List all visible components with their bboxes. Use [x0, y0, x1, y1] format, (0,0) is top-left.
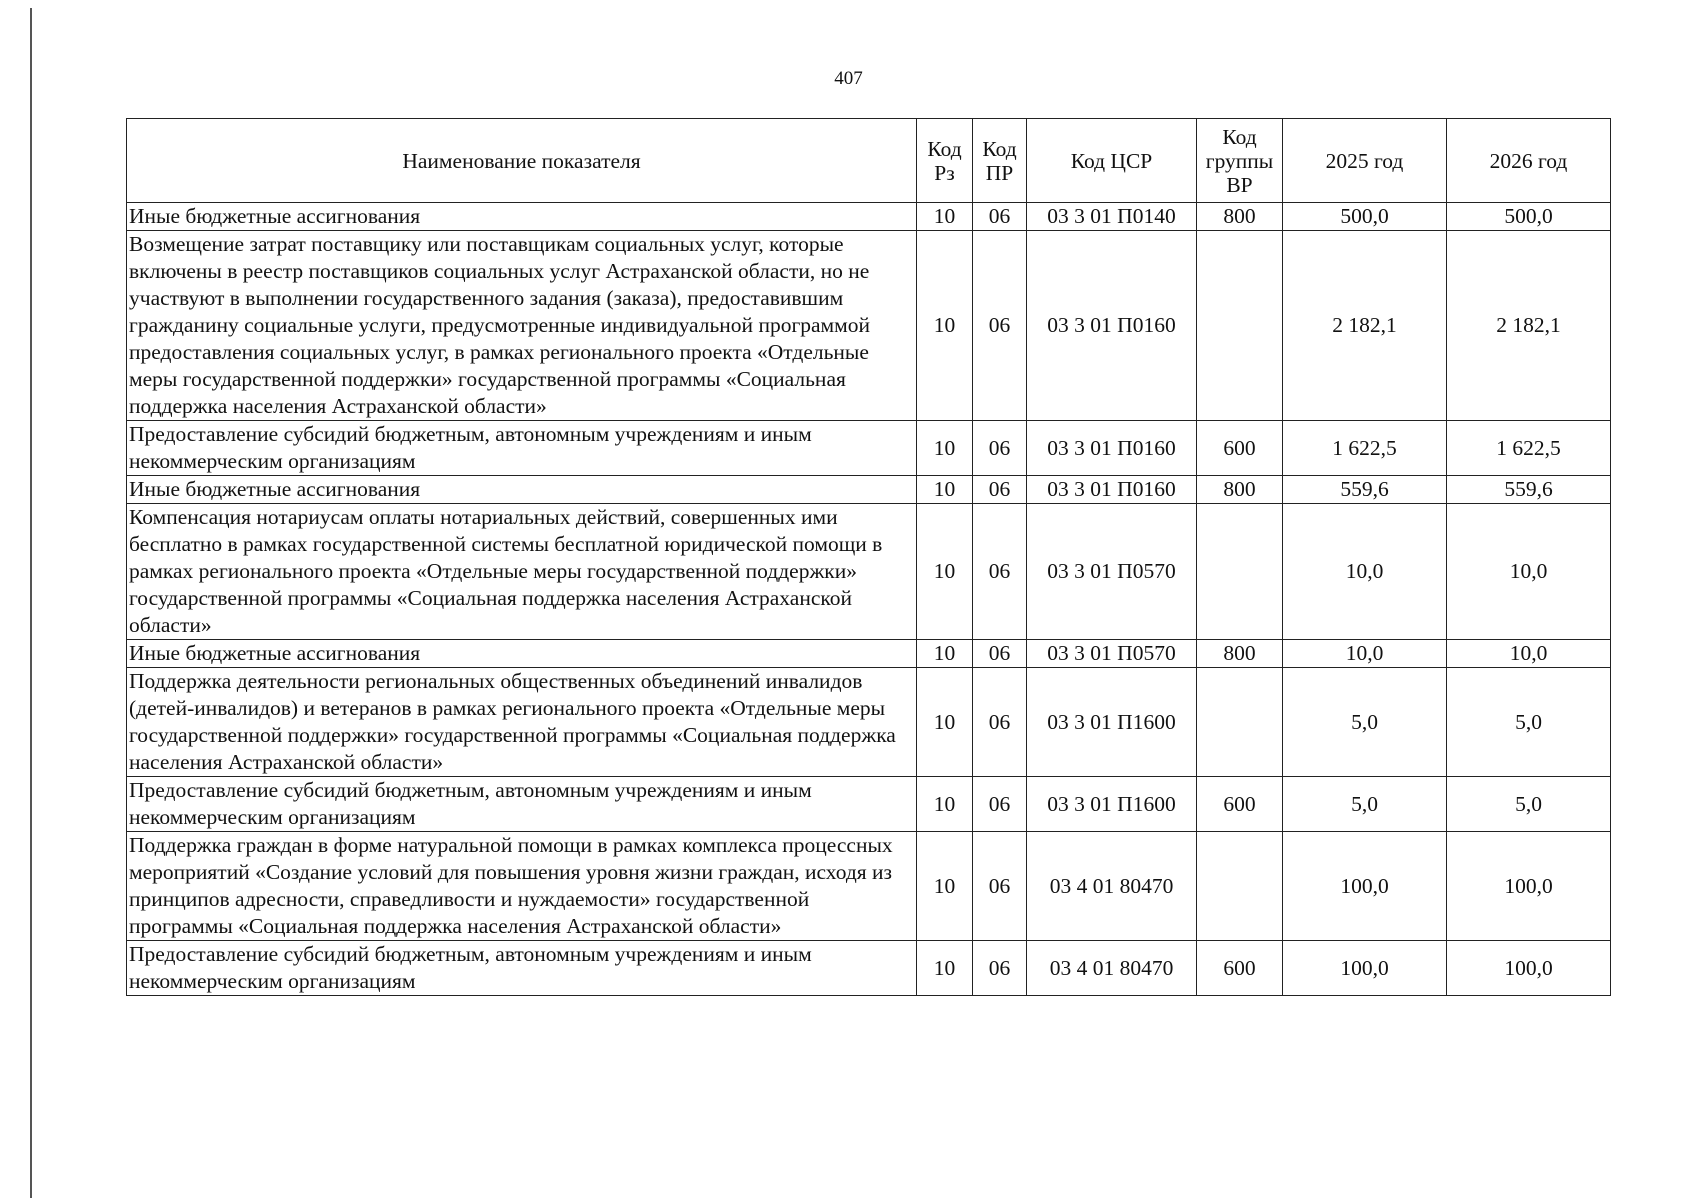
table-row: [127, 203, 1611, 231]
cell-csr: 03 3 01 П1600: [1027, 668, 1197, 777]
cell-2026: 5,0: [1447, 668, 1611, 777]
cell-2025: 500,0: [1283, 203, 1447, 231]
cell-name: Компенсация нотариусам оплаты нотариальных действий, совершенных ими бесплатно в рамках государственной системы бесплатной юридической помощи в рамках регионального проекта «Отдельные меры государственной поддержки» государственной программы «Социальная поддержка населения Астраханской области»: [127, 504, 917, 640]
cell-vr: 600: [1197, 941, 1283, 996]
cell-name: Поддержка граждан в форме натуральной помощи в рамках комплекса процессных мероприятий «Создание условий для повышения уровня жизни граждан, исходя из принципов адресности, справедливости и нуждаемости» государственной программы «Социальная поддержка населения Астраханской области»: [127, 832, 917, 941]
cell-csr: 03 3 01 П0570: [1027, 640, 1197, 668]
budget-table: [126, 118, 1611, 996]
cell-rz: 10: [917, 231, 973, 421]
header-csr: Код ЦСР: [1027, 119, 1197, 203]
cell-pr: 06: [973, 231, 1027, 421]
cell-name: Предоставление субсидий бюджетным, автономным учреждениям и иным некоммерческим организациям: [127, 941, 917, 996]
cell-pr: 06: [973, 421, 1027, 476]
cell-rz: 10: [917, 203, 973, 231]
cell-csr: 03 3 01 П0160: [1027, 231, 1197, 421]
cell-2026: 1 622,5: [1447, 421, 1611, 476]
cell-2026: 10,0: [1447, 640, 1611, 668]
header-rz-line2: Рз: [934, 160, 955, 185]
cell-rz: 10: [917, 504, 973, 640]
cell-2026: 2 182,1: [1447, 231, 1611, 421]
cell-pr: 06: [973, 832, 1027, 941]
table-row: [127, 476, 1611, 504]
cell-2025: 559,6: [1283, 476, 1447, 504]
cell-2025: 5,0: [1283, 668, 1447, 777]
cell-2026: 10,0: [1447, 504, 1611, 640]
cell-rz: 10: [917, 421, 973, 476]
cell-name: Поддержка деятельности региональных общественных объединений инвалидов (детей-инвалидов) и ветеранов в рамках регионального проекта «Отдельные меры государственной поддержки» государственной программы «Социальная поддержка населения Астраханской области»: [127, 668, 917, 777]
cell-pr: 06: [973, 203, 1027, 231]
header-rz-line1: Код: [927, 136, 962, 161]
cell-csr: 03 3 01 П0160: [1027, 476, 1197, 504]
cell-rz: 10: [917, 832, 973, 941]
cell-csr: 03 3 01 П0570: [1027, 504, 1197, 640]
table-header-row: [127, 119, 1611, 203]
cell-vr: [1197, 231, 1283, 421]
cell-vr: [1197, 668, 1283, 777]
cell-rz: 10: [917, 640, 973, 668]
cell-name: Иные бюджетные ассигнования: [127, 203, 917, 231]
cell-name: Предоставление субсидий бюджетным, автономным учреждениям и иным некоммерческим организациям: [127, 421, 917, 476]
cell-vr: [1197, 504, 1283, 640]
header-vr-line3: ВР: [1226, 172, 1253, 197]
cell-rz: 10: [917, 476, 973, 504]
header-pr: [973, 119, 1027, 203]
table-row: [127, 941, 1611, 996]
table-row: [127, 668, 1611, 777]
cell-2025: 2 182,1: [1283, 231, 1447, 421]
cell-2026: 559,6: [1447, 476, 1611, 504]
cell-pr: 06: [973, 504, 1027, 640]
cell-csr: 03 4 01 80470: [1027, 832, 1197, 941]
header-pr-line1: Код: [982, 136, 1017, 161]
header-vr-line1: Код: [1222, 124, 1257, 149]
cell-csr: 03 3 01 П1600: [1027, 777, 1197, 832]
cell-2026: 100,0: [1447, 941, 1611, 996]
cell-pr: 06: [973, 476, 1027, 504]
cell-rz: 10: [917, 941, 973, 996]
cell-vr: [1197, 832, 1283, 941]
header-2026: 2026 год: [1447, 119, 1611, 203]
cell-csr: 03 3 01 П0140: [1027, 203, 1197, 231]
cell-2025: 10,0: [1283, 640, 1447, 668]
cell-vr: 800: [1197, 203, 1283, 231]
table-row: [127, 504, 1611, 640]
cell-pr: 06: [973, 640, 1027, 668]
header-pr-line2: ПР: [985, 160, 1014, 185]
cell-name: Возмещение затрат поставщику или поставщикам социальных услуг, которые включены в реестр поставщиков социальных услуг Астраханской области, но не участвуют в выполнении государственного задания (заказа), предоставившим гражданину социальные услуги, предусмотренные индивидуальной программой предоставления социальных услуг, в рамках регионального проекта «Отдельные меры государственной поддержки» государственной программы «Социальная поддержка населения Астраханской области»: [127, 231, 917, 421]
cell-pr: 06: [973, 941, 1027, 996]
cell-2025: 1 622,5: [1283, 421, 1447, 476]
header-2025: 2025 год: [1283, 119, 1447, 203]
header-vr: [1197, 119, 1283, 203]
cell-name: Иные бюджетные ассигнования: [127, 476, 917, 504]
cell-2026: 500,0: [1447, 203, 1611, 231]
cell-rz: 10: [917, 668, 973, 777]
table-row: [127, 640, 1611, 668]
cell-2025: 100,0: [1283, 941, 1447, 996]
header-vr-line2: группы: [1205, 148, 1274, 173]
cell-vr: 600: [1197, 421, 1283, 476]
cell-2025: 100,0: [1283, 832, 1447, 941]
cell-rz: 10: [917, 777, 973, 832]
cell-2025: 10,0: [1283, 504, 1447, 640]
table-row: [127, 777, 1611, 832]
page-number: 407: [834, 68, 863, 89]
cell-name: Иные бюджетные ассигнования: [127, 640, 917, 668]
cell-vr: 800: [1197, 640, 1283, 668]
cell-vr: 800: [1197, 476, 1283, 504]
cell-2025: 5,0: [1283, 777, 1447, 832]
cell-vr: 600: [1197, 777, 1283, 832]
cell-csr: 03 3 01 П0160: [1027, 421, 1197, 476]
binding-edge-line: [30, 8, 32, 1198]
cell-pr: 06: [973, 777, 1027, 832]
cell-2026: 100,0: [1447, 832, 1611, 941]
cell-csr: 03 4 01 80470: [1027, 941, 1197, 996]
header-name: Наименование показателя: [127, 119, 917, 203]
table-row: [127, 832, 1611, 941]
table-row: [127, 421, 1611, 476]
cell-name: Предоставление субсидий бюджетным, автономным учреждениям и иным некоммерческим организациям: [127, 777, 917, 832]
cell-2026: 5,0: [1447, 777, 1611, 832]
cell-pr: 06: [973, 668, 1027, 777]
header-rz: [917, 119, 973, 203]
table-row: [127, 231, 1611, 421]
